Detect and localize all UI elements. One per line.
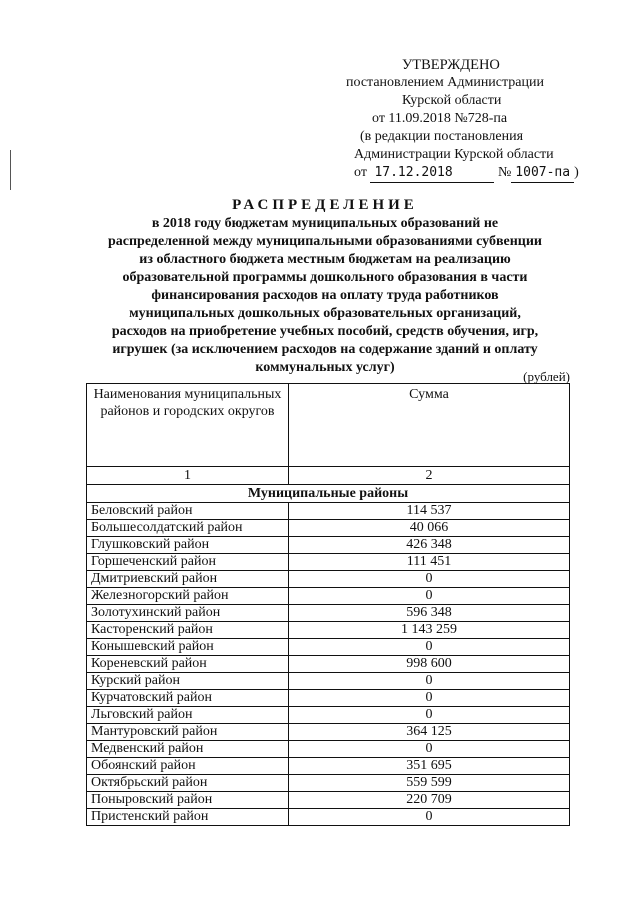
table-row	[87, 758, 570, 775]
table-row	[87, 622, 570, 639]
units-label: (рублей)	[523, 369, 570, 384]
date-value: 17.12.2018	[370, 164, 494, 183]
col2-number: 2	[289, 467, 570, 485]
district-amount: 0	[289, 741, 570, 758]
table-row	[87, 588, 570, 605]
district-name: Золотухинский район	[87, 605, 289, 622]
district-amount: 114 537	[289, 503, 570, 520]
district-amount: 0	[289, 707, 570, 724]
table-row	[87, 775, 570, 792]
district-amount: 220 709	[289, 792, 570, 809]
distribution-table	[86, 383, 570, 826]
number-prefix: №	[497, 165, 512, 180]
heading-line: финансирования расходов на оплату труда работников	[151, 288, 499, 303]
district-amount: 426 348	[289, 537, 570, 554]
heading-line: из областного бюджета местным бюджетам на реализацию	[139, 252, 511, 267]
heading-line: расходов на приобретение учебных пособий, средств обучения, игр,	[111, 324, 539, 339]
approval-line-2: Курской области	[402, 93, 502, 108]
district-name: Медвенский район	[87, 741, 289, 758]
table-row	[87, 809, 570, 826]
document-title: РАСПРЕДЕЛЕНИЕ	[232, 197, 418, 213]
table-row	[87, 707, 570, 724]
table-row	[87, 673, 570, 690]
district-name: Курчатовский район	[87, 690, 289, 707]
district-amount: 0	[289, 571, 570, 588]
district-name: Льговский район	[87, 707, 289, 724]
heading-line: в 2018 году бюджетам муниципальных образований не	[151, 216, 499, 231]
table-row	[87, 639, 570, 656]
district-amount: 0	[289, 690, 570, 707]
district-name: Большесолдатский район	[87, 520, 289, 537]
table-row	[87, 741, 570, 758]
col2-header: Сумма	[289, 384, 570, 467]
table-row	[87, 690, 570, 707]
approval-title: УТВЕРЖДЕНО	[402, 57, 500, 73]
approval-line-4: (в редакции постановления	[360, 129, 524, 144]
approval-date-line	[340, 164, 620, 183]
district-amount: 0	[289, 588, 570, 605]
district-amount: 559 599	[289, 775, 570, 792]
district-name: Беловский район	[87, 503, 289, 520]
table-row	[87, 537, 570, 554]
table-row	[87, 571, 570, 588]
approval-line-5: Администрации Курской области	[354, 147, 554, 162]
table-row	[87, 656, 570, 673]
section-label: Муниципальные районы	[87, 485, 570, 503]
district-amount: 998 600	[289, 656, 570, 673]
district-name: Дмитриевский район	[87, 571, 289, 588]
district-name: Курский район	[87, 673, 289, 690]
district-name: Конышевский район	[87, 639, 289, 656]
approval-block	[340, 56, 620, 183]
district-name: Пристенский район	[87, 809, 289, 826]
district-name: Обоянский район	[87, 758, 289, 775]
heading-line: распределенной между муниципальными образованиями субвенции	[107, 234, 542, 249]
number-value: 1007-па	[511, 164, 574, 183]
date-prefix: от	[354, 165, 367, 180]
heading-line: муниципальных дошкольных образовательных организаций,	[129, 306, 521, 321]
district-name: Глушковский район	[87, 537, 289, 554]
table-header-row	[87, 384, 570, 467]
margin-mark	[10, 150, 11, 190]
district-amount: 596 348	[289, 605, 570, 622]
district-name: Поныровский район	[87, 792, 289, 809]
district-amount: 111 451	[289, 554, 570, 571]
heading-line: коммунальных услуг)	[255, 360, 395, 375]
col1-header: Наименования муниципальных районов и городских округов	[87, 384, 289, 467]
district-name: Кореневский район	[87, 656, 289, 673]
district-amount: 40 066	[289, 520, 570, 537]
section-row	[87, 485, 570, 503]
district-name: Мантуровский район	[87, 724, 289, 741]
district-name: Горшеченский район	[87, 554, 289, 571]
district-amount: 0	[289, 639, 570, 656]
district-amount: 0	[289, 673, 570, 690]
district-name: Касторенский район	[87, 622, 289, 639]
document-heading	[90, 196, 560, 377]
district-amount: 364 125	[289, 724, 570, 741]
table-row	[87, 724, 570, 741]
table-row	[87, 605, 570, 622]
district-amount: 0	[289, 809, 570, 826]
district-name: Октябрьский район	[87, 775, 289, 792]
table-row	[87, 503, 570, 520]
approval-line-3: от 11.09.2018 №728-па	[372, 111, 508, 126]
district-amount: 351 695	[289, 758, 570, 775]
column-number-row	[87, 467, 570, 485]
table-row	[87, 792, 570, 809]
table-row	[87, 554, 570, 571]
approval-line-1: постановлением Администрации	[346, 75, 544, 90]
district-amount: 1 143 259	[289, 622, 570, 639]
col1-number: 1	[87, 467, 289, 485]
table-row	[87, 520, 570, 537]
heading-line: игрушек (за исключением расходов на содержание зданий и оплату	[112, 342, 538, 357]
heading-line: образовательной программы дошкольного образования в части	[122, 270, 528, 285]
closing-paren: )	[574, 165, 579, 180]
district-name: Железногорский район	[87, 588, 289, 605]
